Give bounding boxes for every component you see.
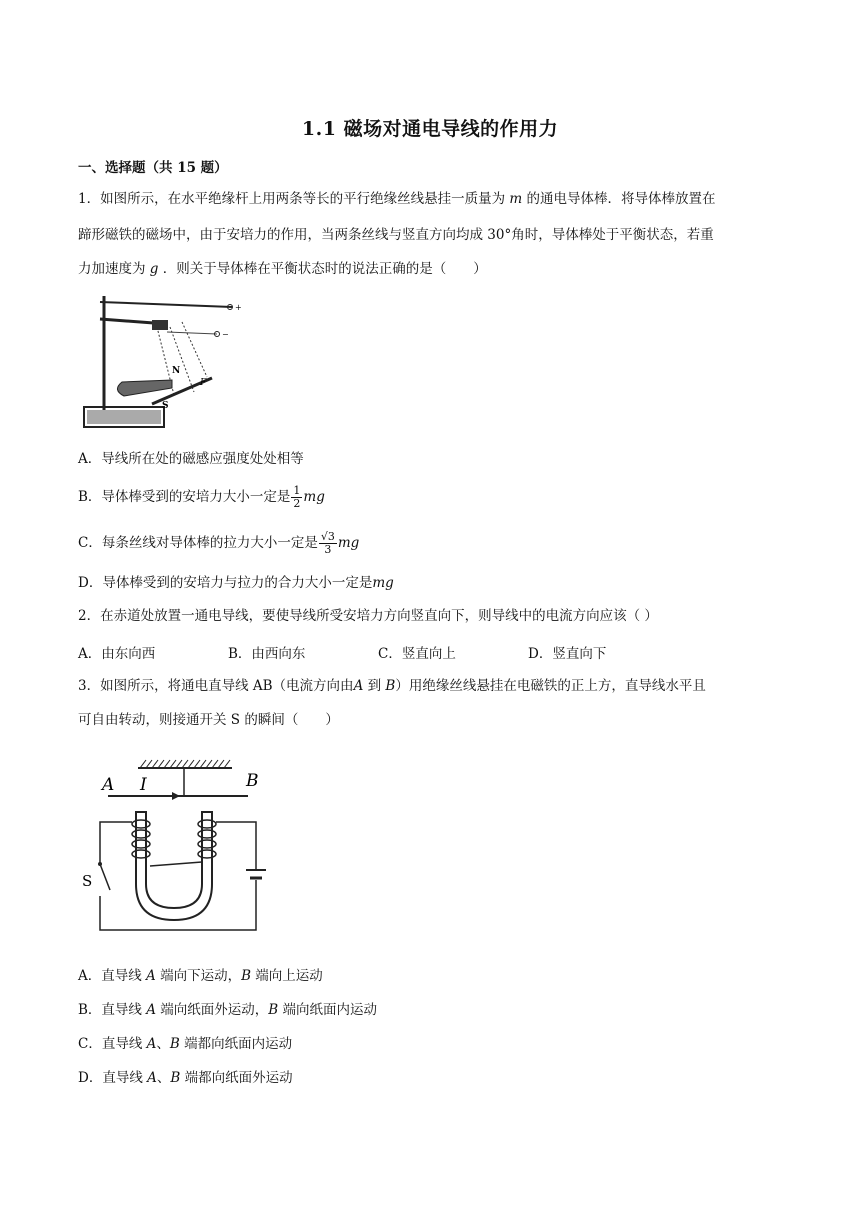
q3-option-a-3: 端向上运动: [251, 968, 323, 984]
q3-text-1: 3．如图所示，将通电直导线 AB（电流方向由: [78, 678, 354, 694]
q3-option-b-3: 端向纸面内运动: [278, 1002, 377, 1018]
q3-option-b: [78, 1000, 377, 1020]
q3-option-a-2: 端向下运动，: [155, 968, 242, 984]
q3-option-b-b: B: [268, 1002, 279, 1018]
q3-option-d-2: 、: [156, 1070, 171, 1086]
q3-option-d-3: 端都向纸面外运动: [180, 1070, 293, 1086]
page-title: 1.1 磁场对通电导线的作用力: [301, 118, 559, 140]
q1-option-c: [78, 526, 359, 560]
q1-option-b-text: B．导体棒受到的安培力大小一定是: [78, 489, 291, 505]
q1-text-4: ．则关于导体棒在平衡状态时的说法正确的是（ ）: [162, 261, 487, 277]
q3-option-c-1: C．直导线: [78, 1036, 147, 1052]
q3-line-2: 可自由转动，则接通开关 S 的瞬间（ ）: [78, 712, 339, 728]
q3-option-d-1: D．直导线: [78, 1070, 148, 1086]
q2-option-d: D．竖直向下: [528, 646, 607, 662]
q3-b-symbol: B: [385, 678, 396, 694]
q3-line-1: [78, 676, 706, 696]
q1-text-3: 力加速度为: [78, 261, 146, 277]
q3-option-a: [78, 966, 323, 986]
q3-figure-b-label: B: [246, 771, 259, 791]
q1-figure-n-label: N: [172, 366, 181, 376]
q1-option-b-mg: mg: [303, 489, 325, 505]
q1-option-b-denominator: 2: [293, 497, 301, 510]
q3-option-d: [78, 1068, 293, 1088]
section-heading: 一、选择题（共 15 题）: [78, 160, 228, 176]
q3-to: 到: [363, 678, 386, 694]
q3-option-d-a: A: [147, 1070, 157, 1086]
q3-a-symbol: A: [353, 678, 364, 694]
q1-option-c-numerator: √3: [320, 530, 335, 543]
q2-option-a: A．由东向西: [78, 646, 156, 662]
q3-option-c-3: 端都向纸面内运动: [179, 1036, 293, 1052]
q1-option-c-mg: mg: [337, 535, 360, 551]
q1-option-c-fraction: [319, 531, 337, 556]
q1-figure-plus-label: +: [235, 303, 242, 312]
q3-option-c-b: B: [169, 1036, 180, 1052]
q1-figure-f-label: F: [200, 378, 207, 388]
q1-option-d: [78, 573, 394, 593]
q3-option-a-a: A: [146, 968, 156, 984]
q2-option-c: C．竖直向上: [378, 646, 456, 662]
q1-option-b: [78, 480, 325, 514]
q3-figure-i-label: I: [140, 775, 147, 795]
q1-option-d-mg: mg: [372, 575, 394, 591]
q3-figure-s-label: S: [82, 872, 93, 890]
q1-figure: [82, 292, 242, 440]
q1-line-1: [78, 189, 716, 209]
q1-mass-symbol: m: [509, 191, 523, 207]
q3-option-c-2: 、: [156, 1036, 170, 1052]
q3-figure-a-label: A: [102, 775, 115, 795]
q2-stem: 2．在赤道处放置一通电导线，要使导线所受安培力方向竖直向下，则导线中的电流方向应该（ ）: [78, 608, 658, 624]
q3-option-b-2: 端向纸面外运动，: [155, 1002, 269, 1018]
q3-option-c-a: A: [146, 1036, 157, 1052]
q1-text-2: 的通电导体棒．将导体棒放置在: [526, 191, 716, 207]
q1-option-c-denominator: 3: [324, 543, 332, 556]
q3-option-a-1: A．直导线: [78, 968, 147, 984]
q3-text-2: ）用绝缘丝线悬挂在电磁铁的正上方，直导线水平且: [395, 678, 706, 694]
q1-option-a: A．导线所在处的磁感应强度处处相等: [78, 451, 304, 467]
q3-option-d-b: B: [170, 1070, 181, 1086]
q3-figure: [80, 752, 280, 940]
q1-text-1: 1．如图所示，在水平绝缘杆上用两条等长的平行绝缘丝线悬挂一质量为: [78, 191, 506, 207]
q1-line-3: [78, 259, 487, 279]
q1-option-b-numerator: 1: [293, 484, 301, 497]
q3-option-c: [78, 1034, 292, 1054]
q1-option-c-text: C．每条丝线对导体棒的拉力大小一定是: [78, 535, 318, 551]
q1-option-b-fraction: [291, 485, 302, 510]
q1-line-2: 蹄形磁铁的磁场中，由于安培力的作用，当两条丝线与竖直方向均成 30°角时，导体棒处于平衡状态，若重: [78, 227, 714, 243]
q3-option-a-b: B: [241, 968, 252, 984]
q1-g-symbol: g: [149, 261, 159, 277]
q1-option-d-text: D．导体棒受到的安培力与拉力的合力大小一定是: [78, 575, 373, 591]
q3-option-b-1: B．直导线: [78, 1002, 147, 1018]
q1-figure-s-label: S: [162, 401, 169, 411]
q3-option-b-a: A: [146, 1002, 156, 1018]
q2-option-b: B．由西向东: [228, 646, 306, 662]
q1-figure-minus-label: −: [222, 330, 229, 339]
